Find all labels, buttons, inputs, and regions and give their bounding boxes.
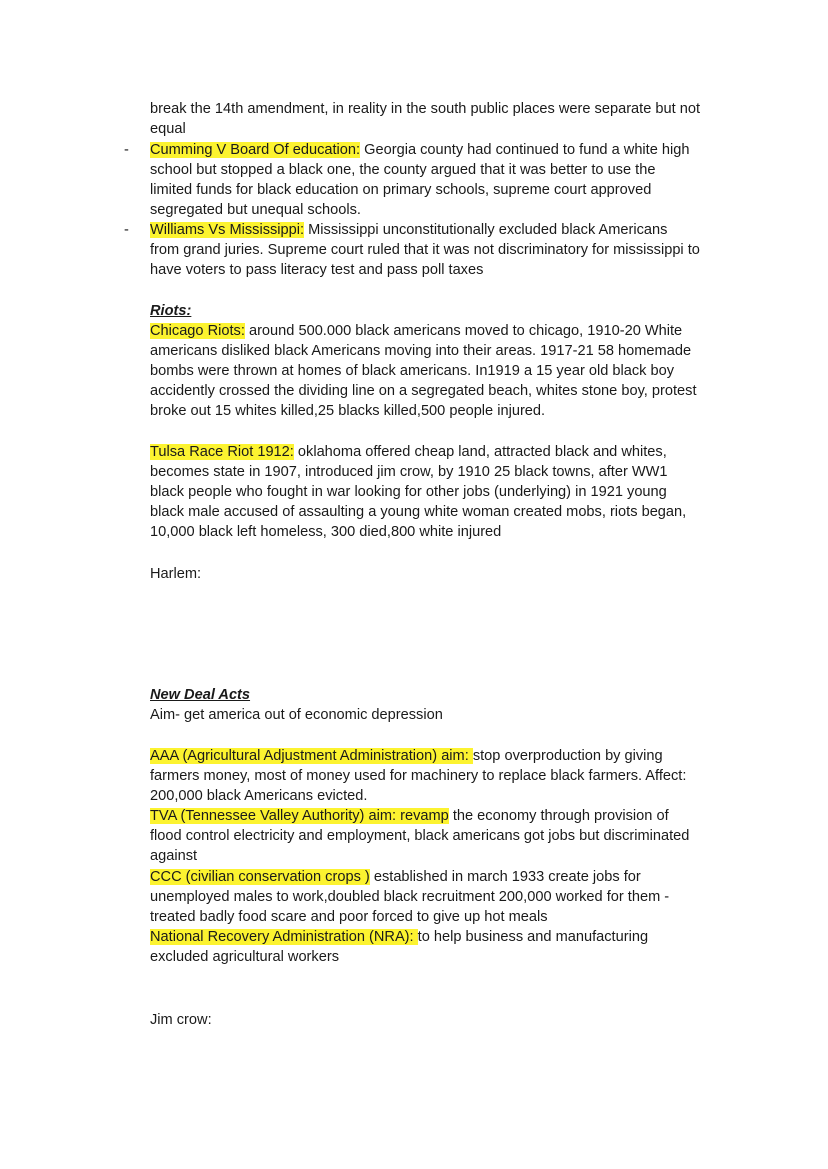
chicago-riots-line: bombs were thrown at homes of black americans. In1919 a 15 year old black boy <box>150 363 675 379</box>
tulsa-riot-line: 10,000 black left homeless, 300 died,800 white injured <box>150 524 502 540</box>
case-williams-line: from grand juries. Supreme court ruled that it was not discriminatory for mississippi to <box>150 242 700 258</box>
aaa-text: stop overproduction by giving <box>472 748 663 764</box>
tva-line: against <box>150 848 198 864</box>
nra-title: National Recovery Administration (NRA): <box>150 929 418 945</box>
intro-line: equal <box>150 121 186 137</box>
chicago-riots-line: broke out 15 whites killed,25 blacks killed,500 people injured. <box>150 403 546 419</box>
new-deal-heading: New Deal Acts <box>150 687 251 703</box>
ccc-line: treated badly food scare and poor forced to give up hot meals <box>150 909 548 925</box>
tulsa-riot-title: Tulsa Race Riot 1912: <box>150 444 294 460</box>
case-williams-line <box>150 220 667 240</box>
tulsa-riot-line: black male accused of assaulting a young white woman created mobs, riots began, <box>150 504 687 520</box>
chicago-riots-line: accidently crossed the dividing line on a segregated beach, whites stone boy, protest <box>150 383 697 399</box>
new-deal-aim: Aim- get america out of economic depression <box>150 707 443 723</box>
case-cumming-line: segregated but unequal schools. <box>150 202 361 218</box>
tva-text: the economy through provision of <box>448 808 669 824</box>
riots-heading: Riots: <box>150 303 192 319</box>
harlem-heading: Harlem: <box>150 566 202 582</box>
tulsa-riot-line <box>150 442 667 462</box>
bullet-dash: - <box>124 222 129 238</box>
case-williams-title: Williams Vs Mississippi: <box>150 222 305 238</box>
intro-line: break the 14th amendment, in reality in the south public places were separate but not <box>150 101 701 117</box>
chicago-riots-line <box>150 321 682 341</box>
case-cumming-line <box>150 140 690 160</box>
chicago-riots-line: americans disliked black Americans moving into their areas. 1917-21 58 homemade <box>150 343 692 359</box>
aaa-title: AAA (Agricultural Adjustment Administration) aim: <box>150 748 473 764</box>
chicago-riots-text: around 500.000 black americans moved to chicago, 1910-20 White <box>244 323 683 339</box>
case-williams-text: Mississippi unconstitutionally excluded black Americans <box>304 222 668 238</box>
aaa-line: farmers money, most of money used for machinery to replace black farmers. Affect: <box>150 768 687 784</box>
case-cumming-text: Georgia county had continued to fund a white high <box>360 142 690 158</box>
ccc-title: CCC (civilian conservation crops ) <box>150 869 370 885</box>
tva-title: TVA (Tennessee Valley Authority) aim: <box>150 808 401 824</box>
nra-line: excluded agricultural workers <box>150 949 339 965</box>
nra-line <box>150 927 648 947</box>
tulsa-riot-text: oklahoma offered cheap land, attracted black and whites, <box>293 444 667 460</box>
jim-crow-heading: Jim crow: <box>150 1012 212 1028</box>
aaa-line <box>150 746 663 766</box>
case-cumming-line: school but stopped a black one, the county argued that it was better to use the <box>150 162 656 178</box>
nra-text: to help business and manufacturing <box>417 929 649 945</box>
tulsa-riot-line: becomes state in 1907, introduced jim crow, by 1910 25 black towns, after WW1 <box>150 464 668 480</box>
aaa-line: 200,000 black Americans evicted. <box>150 788 368 804</box>
case-williams-line: have voters to pass literacy test and pass poll taxes <box>150 262 484 278</box>
chicago-riots-title: Chicago Riots: <box>150 323 245 339</box>
tva-highlight-word: revamp <box>400 808 449 824</box>
ccc-line: unemployed males to work,doubled black recruitment 200,000 worked for them - <box>150 889 670 905</box>
bullet-dash: - <box>124 142 129 158</box>
ccc-text: established in march 1933 create jobs for <box>369 869 641 885</box>
ccc-line <box>150 867 641 887</box>
tulsa-riot-line: black people who fought in war looking for other jobs (underlying) in 1921 young <box>150 484 667 500</box>
tva-line <box>150 806 669 826</box>
case-cumming-title: Cumming V Board Of education: <box>150 142 361 158</box>
tva-line: flood control electricity and employment, black americans got jobs but discriminated <box>150 828 690 844</box>
case-cumming-line: limited funds for black education on primary schools, supreme court approved <box>150 182 652 198</box>
